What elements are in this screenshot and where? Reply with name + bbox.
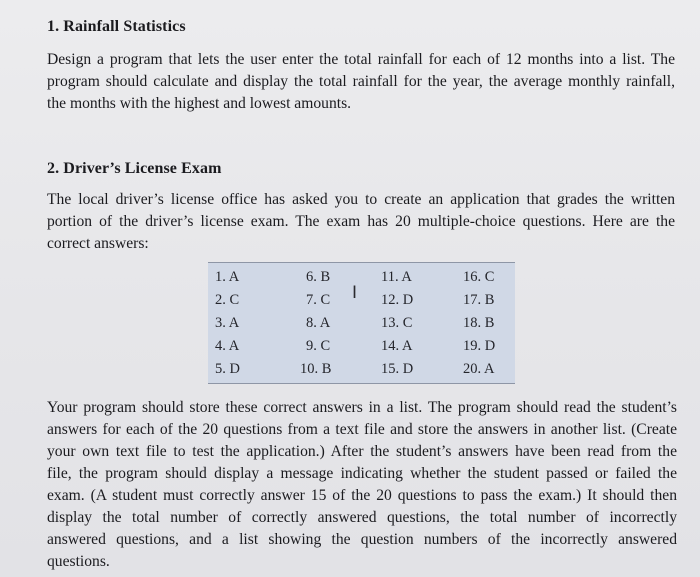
answer-cell: 13. C xyxy=(381,315,413,331)
answer-key-table xyxy=(208,262,515,384)
paragraph-line: your own text file to test the application.) After the student’s answers have been read from the xyxy=(47,443,677,460)
paragraph-line: answers for each of the 20 questions from a text file and store the answers in another list. (Create xyxy=(47,421,677,438)
answer-cell: 3. A xyxy=(215,315,240,331)
section-1-paragraph xyxy=(47,49,675,115)
answer-cell: 8. A xyxy=(306,315,331,331)
paragraph-line: display the total number of correctly answered questions, the total number of incorrectly xyxy=(47,509,677,526)
answer-cell: 7. C xyxy=(306,292,331,308)
answer-cell: 1. A xyxy=(215,269,240,285)
answer-cell: 16. C xyxy=(463,269,495,285)
answer-column-3 xyxy=(381,266,413,381)
answer-column-4 xyxy=(463,266,495,381)
answer-cell: 10. B xyxy=(300,361,332,377)
answer-cell: 14. A xyxy=(381,338,413,354)
paragraph-line: correct answers: xyxy=(47,235,149,252)
paragraph-line: questions. xyxy=(47,553,110,570)
answer-cell: 6. B xyxy=(306,269,331,285)
answer-cell: 18. B xyxy=(463,315,495,331)
section-2-intro xyxy=(47,189,675,255)
section-2-body xyxy=(47,397,677,573)
answer-cell: 4. A xyxy=(215,338,240,354)
answer-cell: 15. D xyxy=(381,361,414,377)
paragraph-line: The local driver’s license office has asked you to create an application that grades the written xyxy=(47,191,675,208)
answer-cell: 2. C xyxy=(215,292,240,308)
section-1-title: 1. Rainfall Statistics xyxy=(47,18,186,35)
paragraph-line: portion of the driver’s license exam. The exam has 20 multiple-choice questions. Here are the xyxy=(47,213,675,230)
answer-cell: 20. A xyxy=(463,361,495,377)
answer-cell: 9. C xyxy=(306,338,331,354)
paragraph-line: the months with the highest and lowest amounts. xyxy=(47,95,352,112)
paragraph-line: Design a program that lets the user enter the total rainfall for each of 12 months into a list. The xyxy=(47,51,675,68)
paragraph-line: file, the program should display a message indicating whether the student passed or failed the xyxy=(47,465,677,482)
answer-cell: 19. D xyxy=(463,338,496,354)
answer-cell: 17. B xyxy=(463,292,495,308)
answer-column-2 xyxy=(300,266,331,381)
answer-column-1 xyxy=(215,266,240,381)
answer-cell: 11. A xyxy=(381,269,412,285)
paragraph-line: program should calculate and display the total rainfall for the year, the average monthly rainfall, xyxy=(47,73,675,90)
text-cursor-icon: I xyxy=(352,283,358,303)
paragraph-line: Your program should store these correct answers in a list. The program should read the student’s xyxy=(47,399,677,416)
paragraph-line: exam. (A student must correctly answer 15 of the 20 questions to pass the exam.) It should then xyxy=(47,487,677,504)
paragraph-line: answered questions, and a list showing the question numbers of the incorrectly answered xyxy=(47,531,677,548)
section-2-title: 2. Driver’s License Exam xyxy=(47,160,222,177)
answer-cell: 5. D xyxy=(215,361,240,377)
answer-cell: 12. D xyxy=(381,292,414,308)
